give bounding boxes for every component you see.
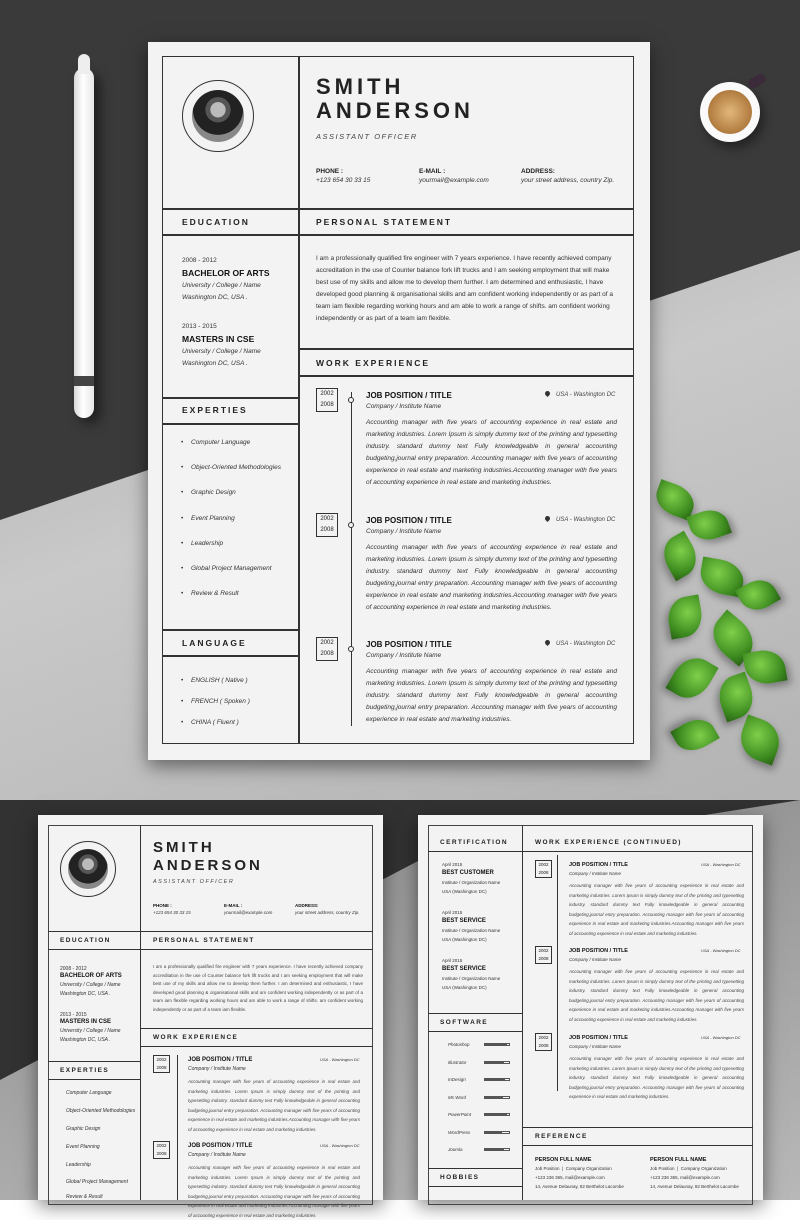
work-experience-heading: WORK EXPERIENCE: [316, 358, 431, 368]
job-location: USA - Washington DC: [545, 640, 615, 647]
software-level-bar: [484, 1131, 510, 1134]
language-item: • ENGLISH ( Native ): [191, 677, 248, 684]
software-level-bar: [484, 1148, 510, 1151]
profile-photo: [60, 841, 116, 897]
skill-item: • Object-Oriented Methodologies: [191, 464, 281, 471]
software-level-bar: [484, 1043, 510, 1046]
software-item: Joomla: [448, 1147, 463, 1152]
job-location: USA - Washington DC: [545, 391, 615, 398]
job-description: Accounting manager with five years of accounting experience in real estate and marketing industries. Lorem Ipsum is simply dummy text of the printing and typesetting industry. standard dummy text Fully knowledgeable in general accounting budgeting,journal entry preparation. Accounting manager with five years of accounting experience in real estate and marketing industries.: [366, 668, 617, 723]
address-value: your street address, country Zip.: [521, 177, 615, 184]
job-years: 2002 2008: [316, 513, 338, 537]
software-item: Photoshop: [448, 1042, 470, 1047]
personal-statement-heading: PERSONAL STATEMENT: [316, 217, 453, 227]
job-years: 2002 2008: [316, 637, 338, 661]
skill-item: • Graphic Design: [191, 489, 236, 496]
phone-value: +123 654 30 33 15: [316, 177, 371, 184]
job-company: Company / Institute Name: [366, 528, 442, 535]
software-item: WordPress: [448, 1129, 471, 1135]
language-item: • FRENCH ( Spoken ): [191, 698, 250, 705]
education-heading: EDUCATION: [182, 217, 250, 227]
skill-item: • Computer Language: [191, 439, 250, 446]
job-title: JOB POSITION / TITLE: [366, 516, 452, 525]
skill-item: • Event Planning: [191, 515, 235, 522]
software-level-bar: [484, 1061, 510, 1064]
coffee-cup-image: [700, 82, 760, 142]
language-item: • CHINA ( Fluent ): [191, 719, 239, 726]
email-value: yourmail@example.com: [419, 177, 489, 184]
software-level-bar: [484, 1078, 510, 1081]
location-pin-icon: [544, 639, 551, 646]
address-label: ADDRESS:: [521, 168, 555, 175]
skill-item: • Global Project Management: [191, 565, 272, 572]
email-label: E-MAIL :: [419, 168, 446, 175]
software-item: InDesign: [448, 1077, 466, 1082]
job-years: 2002 2008: [316, 388, 338, 412]
job-location: USA - Washington DC: [545, 516, 615, 523]
candidate-name: SMITH ANDERSON: [316, 74, 474, 123]
resume-preview-page-2: CERTIFICATION WORK EXPERIENCE (CONTINUED) April 2015 BEST CUSTOMER Institute / Organization Name USA (Washington DC) April 2015 BEST SERVICE Institute / Organization Name USA (Washington DC) April 2015 BEST SERVICE Institute / Organization Name USA (Washington DC) SOFTWARE Photoshop Illustrator InDesign Ms Word PowerPoint WordPress Joomla HOBBIES 2002 2008 JOB POSITION / TITLE Company / Institute Name USA - Washington DC Accounting manager with five years of accounting experience in real estate and marketing industries. Lorem Ipsum is simply dummy text of the printing and typesetting industry. standard dummy text Fully knowledgeable in general accounting budgeting,journal entry preparation. Accounting manager with five years of accounting experience in real estate and marketing industries.Accounting manager with five years of accounting experience in real estate and marketing industries. 2002 2008 JOB POSITION / TITLE Company / Institute Name USA - Washington DC Accounting manager with five years of accounting experience in real estate and marketing industries. Lorem Ipsum is simply dummy text of the printing and typesetting industry. standard dummy text Fully knowledgeable in general accounting budgeting,journal entry preparation. Accounting manager with five years of accounting experience in real estate and marketing industries.Accounting manager with five years of accounting experience in real estate and marketing industries. 2002 2008 JOB POSITION / TITLE Company / Institute Name USA - Washington DC Accounting manager with five years of accounting experience in real estate and marketing industries. Lorem Ipsum is simply dummy text of the printing and typesetting industry. standard dummy text Fully knowledgeable in general accounting budgeting,journal entry preparation. Accounting manager with five years of accounting experience in real estate and marketing industries. REFERENCE PERSON FULL NAME Job Position | Company Organization +123 236 365, mail@example.com 14, Avenue Delaunay, 82 Berthelot Lacombe PERSON FULL NAME Job Position | Company Organization +123 236 365, mail@example.com 14, Avenue Delaunay, 82 Berthelot Lacombe: [418, 815, 763, 1200]
phone-label: PHONE :: [316, 168, 344, 175]
profile-photo: [182, 80, 254, 152]
location-pin-icon: [544, 390, 551, 397]
language-heading: LANGUAGE: [182, 638, 247, 648]
job-description: Accounting manager with five years of accounting experience in real estate and marketing industries. Lorem Ipsum is simply dummy text of the printing and typesetting industry. standard dummy text Fully knowledgeable in general accounting budgeting,journal entry preparation. Accounting manager with five years of accounting experience in real estate and marketing industries.Accounting manager with five years of accounting experience in real estate and marketing industries.: [366, 544, 617, 611]
software-item: PowerPoint: [448, 1112, 472, 1117]
personal-statement-text: I am a professionally qualified fire engineer with 7 years experience. I have recently achieved company accreditation in the use of Counter balance fork lift trucks and I am seeking employment that will make best use of my skills and allow me to develop them further. I am determined and enthusiastic, I have developed good planning & organisational skills and am confident working independently or as part of a team iam flexible regarding working hours and am able to work a range of shifts. am confident working independently or as part of a team iam flexible.: [316, 255, 614, 322]
candidate-title: ASSISTANT OFFICER: [316, 132, 418, 141]
skill-item: • Review & Result: [191, 590, 239, 597]
software-item: Ms Word: [448, 1094, 466, 1100]
job-title: JOB POSITION / TITLE: [366, 640, 452, 649]
software-item: Illustrator: [448, 1059, 467, 1065]
stylus-pencil-image: [74, 68, 94, 418]
software-level-bar: [484, 1113, 510, 1116]
experties-heading: EXPERTIES: [182, 405, 248, 415]
candidate-name: SMITH ANDERSON: [153, 839, 263, 874]
timeline-line: [351, 392, 352, 726]
job-title: JOB POSITION / TITLE: [366, 391, 452, 400]
job-company: Company / Institute Name: [366, 403, 442, 410]
resume-page: SMITH ANDERSON ASSISTANT OFFICER PHONE : +123 654 30 33 15 E-MAIL : yourmail@example.com ADDRESS: your street address, country Zip. EDUCATION PERSONAL STATEMENT 2008 - 2012 BACHELOR OF ARTS University / College / Name Washington DC, USA . 2013 - 2015 MASTERS IN CSE University / College / Name Washington DC, USA . I am a professionally qualified fire engineer with 7 years experience. I have recently achieved company accreditation in the use of Counter balance fork lift trucks and I am seeking employment that will make best use of my skills and allow me to develop them further. I am determined and enthusiastic, I have developed good planning & organisational skills and am confident working independently or as part of a team iam flexible regarding working hours and am able to work a range of shifts. am confident working independently or as part of a team iam flexible. EXPERTIES • Computer Language • Object-Oriented Methodologies • Graphic Design • Event Planning • Leadership • Global Project Management • Review & Result LANGUAGE • ENGLISH ( Native ) • FRENCH ( Spoken ) • CHINA ( Fluent ) WORK EXPERIENCE 2002 2008 JOB POSITION / TITLE Company / Institute Name USA - Washington DC Accounting manager with five years of accounting experience in real estate and marketing industries. Lorem Ipsum is simply dummy text of the printing and typesetting industry. standard dummy text Fully knowledgeable in general accounting budgeting,journal entry preparation. Accounting manager with five years of accounting experience in real estate and marketing industries.Accounting manager with five years of accounting experience in real estate and marketing industries. 2002 2008 JOB POSITION / TITLE Company / Institute Name USA - Washington DC Accounting manager with five years of accounting experience in real estate and marketing industries. Lorem Ipsum is simply dummy text of the printing and typesetting industry. standard dummy text Fully knowledgeable in general accounting budgeting,journal entry preparation. Accounting manager with five years of accounting experience in real estate and marketing industries.Accounting manager with five years of accounting experience in real estate and marketing industries. 2002 2008 JOB POSITION / TITLE Company / Institute Name USA - Washington DC Accounting manager with five years of accounting experience in real estate and marketing industries. Lorem Ipsum is simply dummy text of the printing and typesetting industry. standard dummy text Fully knowledgeable in general accounting budgeting,journal entry preparation. Accounting manager with five years of accounting experience in real estate and marketing industries.: [148, 42, 650, 760]
job-company: Company / Institute Name: [366, 652, 442, 659]
resume-preview-page-1: SMITH ANDERSON ASSISTANT OFFICER PHONE : +123 654 30 33 15 E-MAIL : yourmail@example.com ADDRESS: your street address, country Zip. EDUCATION PERSONAL STATEMENT 2008 - 2012 BACHELOR OF ARTS University / College / Name Washington DC, USA . 2013 - 2015 MASTERS IN CSE University / College / Name Washington DC, USA . I am a professionally qualified fire engineer with 7 years experience. I have recently achieved company accreditation in the use of Counter balance fork lift trucks and I am seeking employment that will make best use of my skills and allow me to develop them further. I am determined and enthusiastic, I have developed good planning & organisational skills and am confident working independently or as part of a team iam flexible regarding working hours and am able to work a range of shifts. am confident working independently or as part of a team iam flexible. EXPERTIES Computer Language Object-Oriented Methodologies Graphic Design Event Planning Leadership Global Project Management Review & Result WORK EXPERIENCE 2002 2008 JOB POSITION / TITLE Company / Institute Name USA - Washington DC Accounting manager with five years of accounting experience in real estate and marketing industries. Lorem Ipsum is simply dummy text of the printing and typesetting industry. standard dummy text Fully knowledgeable in general accounting budgeting,journal entry preparation. Accounting manager with five years of accounting experience in real estate and marketing industries.Accounting manager with five years of accounting experience in real estate and marketing industries. 2002 2008 JOB POSITION / TITLE Company / Institute Name USA - Washington DC Accounting manager with five years of accounting experience in real estate and marketing industries. Lorem Ipsum is simply dummy text of the printing and typesetting industry. standard dummy text Fully knowledgeable in general accounting budgeting,journal entry preparation. Accounting manager with five years of accounting experience in real estate and marketing industries.Accounting manager with five years of accounting experience in real estate and marketing industries.: [38, 815, 383, 1200]
job-description: Accounting manager with five years of accounting experience in real estate and marketing industries. Lorem Ipsum is simply dummy text of the printing and typesetting industry. standard dummy text Fully knowledgeable in general accounting budgeting,journal entry preparation. Accounting manager with five years of accounting experience in real estate and marketing industries.Accounting manager with five years of accounting experience in real estate and marketing industries.: [366, 419, 617, 486]
skill-item: • Leadership: [191, 540, 223, 547]
software-level-bar: [484, 1096, 510, 1099]
location-pin-icon: [544, 515, 551, 522]
